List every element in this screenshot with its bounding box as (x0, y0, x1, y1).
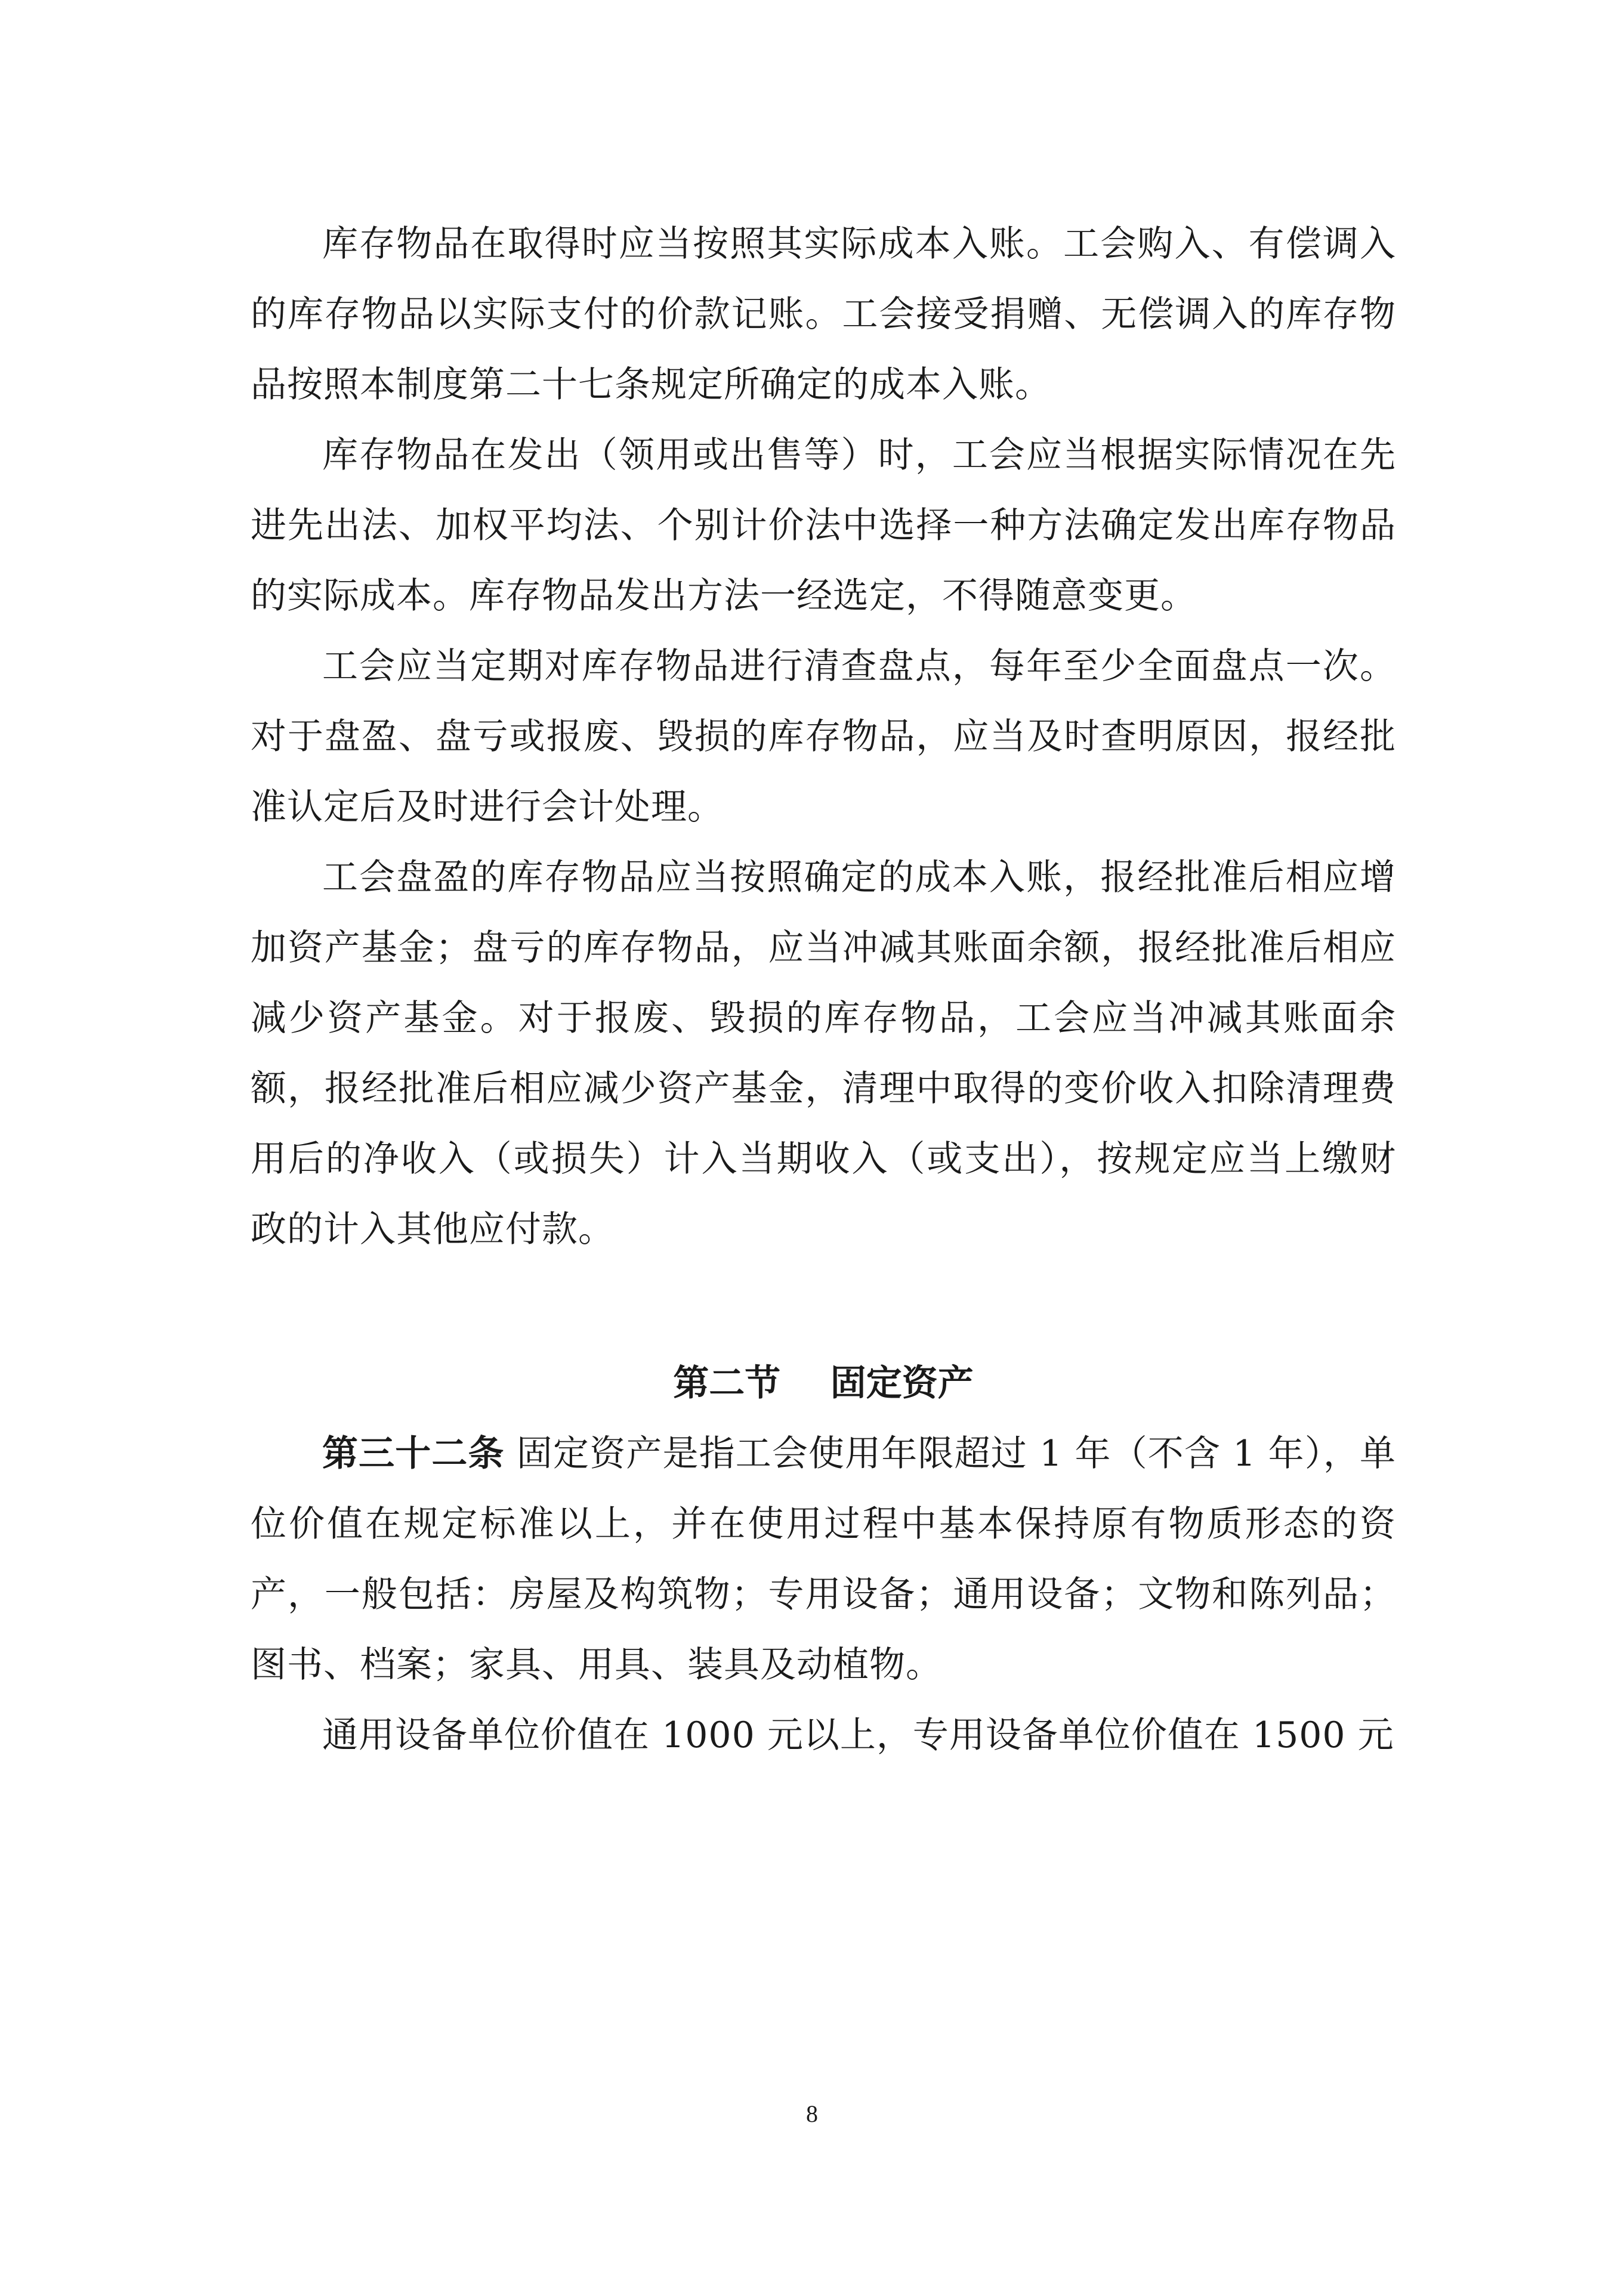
section-heading: 第二节 固定资产 (673, 1362, 974, 1404)
paragraph-inventory-issuance: 库存物品在发出（领用或出售等）时，工会应当根据实际情况在先进先出法、加权平均法、个别计价法中选择一种方法确定发出库存物品的实际成本。库存物品发出方法一经选定，不得随意变更。 (251, 434, 1396, 617)
article-text: 固定资产是指工会使用年限超过 1 年（不含 1 年），单位价值在规定标准以上，并在使用过程中基本保持原有物质形态的资产，一般包括：房屋及构筑物；专用设备；通用设备；文物和陈列品；图书、档案；家具、用具、装具及动植物。 (251, 1433, 1397, 1686)
article-32 (251, 1419, 1396, 1700)
paragraph-equipment-threshold: 通用设备单位价值在 1000 元以上，专用设备单位价值在 1500 元 (322, 1714, 1394, 1756)
body-text (251, 209, 1396, 1770)
section-spacer (251, 1265, 1396, 1348)
paragraph-inventory-count: 工会应当定期对库存物品进行清查盘点，每年至少全面盘点一次。对于盘盈、盘亏或报废、毁损的库存物品，应当及时查明原因，报经批准认定后及时进行会计处理。 (251, 645, 1396, 828)
article-label: 第三十二条 (322, 1433, 505, 1475)
article-gap (505, 1433, 517, 1475)
paragraph-inventory-acquisition: 库存物品在取得时应当按照其实际成本入账。工会购入、有偿调入的库存物品以实际支付的价款记账。工会接受捐赠、无偿调入的库存物品按照本制度第二十七条规定所确定的成本入账。 (251, 223, 1396, 406)
paragraph-inventory-surplus-loss: 工会盘盈的库存物品应当按照确定的成本入账，报经批准后相应增加资产基金；盘亏的库存物品，应当冲减其账面余额，报经批准后相应减少资产基金。对于报废、毁损的库存物品，工会应当冲减其账面余额，报经批准后相应减少资产基金，清理中取得的变价收入扣除清理费用后的净收入（或损失）计入当期收入（或支出），按规定应当上缴财政的计入其他应付款。 (251, 857, 1396, 1250)
page-number: 8 (806, 2100, 818, 2127)
